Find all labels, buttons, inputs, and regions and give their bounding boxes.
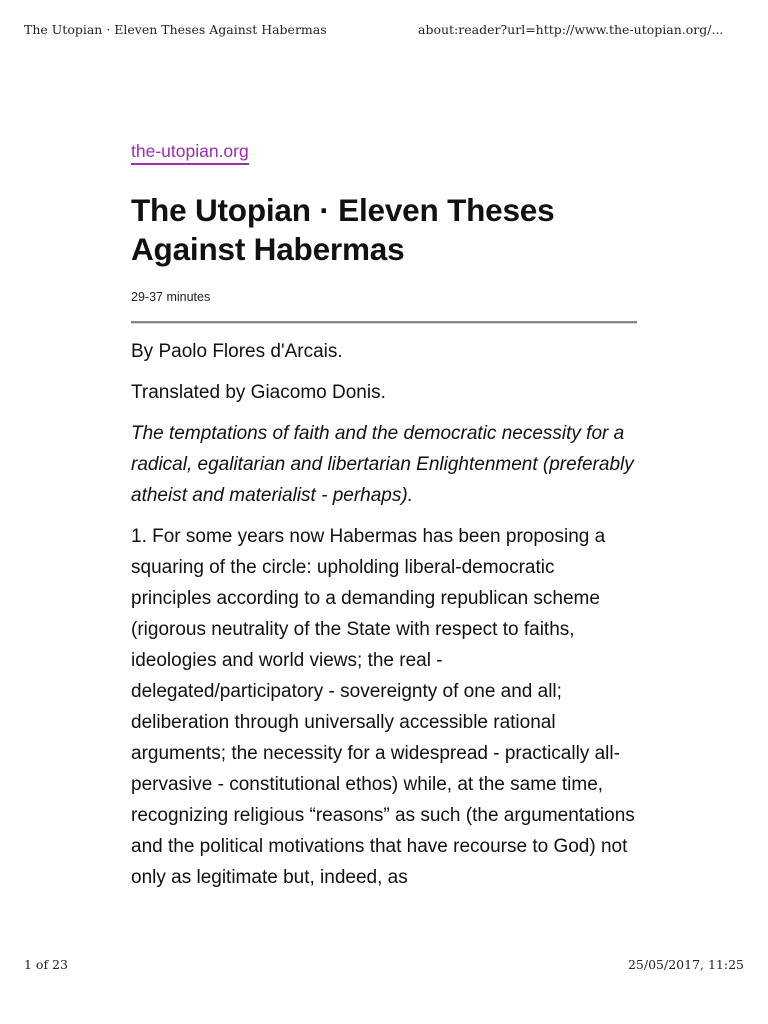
print-footer bbox=[24, 957, 744, 975]
print-header bbox=[24, 22, 744, 40]
reader-article bbox=[131, 140, 637, 903]
header-divider bbox=[131, 321, 637, 324]
article-title: The Utopian · Eleven Theses Against Habermas bbox=[131, 192, 555, 267]
article-lede: The temptations of faith and the democratic necessity for a radical, egalitarian and libertarian Enlightenment (preferably atheist and materialist - perhaps). bbox=[131, 423, 634, 506]
print-header-url: about:reader?url=http://www.the-utopian.org/... bbox=[418, 22, 724, 37]
source-domain-link[interactable]: the-utopian.org bbox=[131, 140, 249, 165]
print-datetime: 25/05/2017, 11:25 bbox=[627, 957, 744, 972]
page-number: 1 of 23 bbox=[24, 957, 68, 972]
reading-time: 29-37 minutes bbox=[131, 290, 211, 304]
print-header-title: The Utopian · Eleven Theses Against Habermas bbox=[24, 22, 327, 37]
author-line: By Paolo Flores d'Arcais. bbox=[131, 341, 343, 362]
body-paragraph: 1. For some years now Habermas has been proposing a squaring of the circle: upholding liberal-democratic principles according to a demanding republican scheme (rigorous neutrality of the State with respect to faiths, ideologies and world views; the real - delegated/participatory - sovereignty of one and all; deliberation through universally accessible rational arguments; the necessity for a widespread - practically all-pervasive - constitutional ethos) while, at the same time, recognizing religious “reasons” as such (the argumentations and the political motivations that have recourse to God) not only as legitimate but, indeed, as bbox=[131, 526, 635, 888]
article-content bbox=[131, 336, 637, 893]
translator-line: Translated by Giacomo Donis. bbox=[131, 382, 386, 403]
